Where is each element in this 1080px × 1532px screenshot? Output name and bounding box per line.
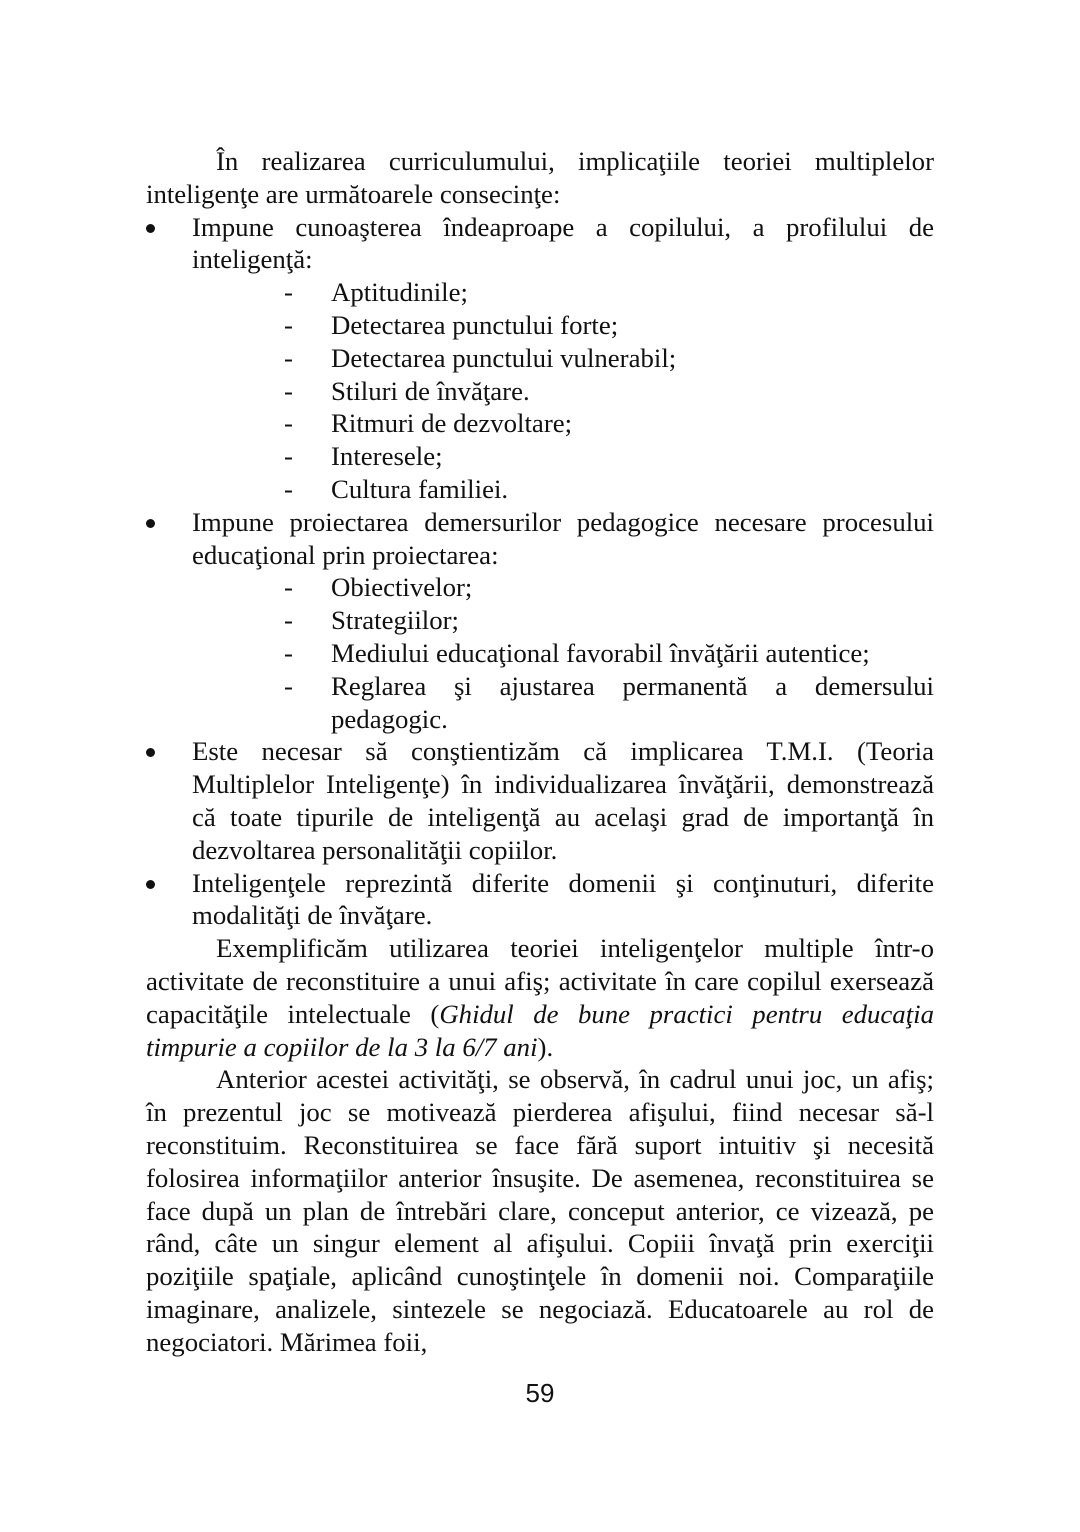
sub-list-item: - Detectarea punctului vulnerabil; (284, 342, 677, 373)
dash-icon: - (284, 637, 293, 668)
dash-icon: - (284, 572, 293, 603)
bullet-icon (146, 224, 155, 233)
bullet-icon (146, 519, 155, 528)
dash-icon: - (284, 408, 293, 439)
sub-list (192, 276, 934, 506)
dash-icon: - (284, 605, 293, 636)
sub-list-item: - Ritmuri de dezvoltare; (284, 408, 573, 439)
page-number: 59 (525, 1378, 555, 1408)
example-paragraph: Exemplificăm utilizarea teoriei inteligenţelor multiple într-o activitate de reconstituire a unui afiş; activitate în care copilul exersează capacităţile intelectuale (Ghidul de bune practici pentru educaţia timpurie a copiilor de la 3 la 6/7 ani). (146, 933, 934, 1062)
activity-paragraph: Anterior acestei activităţi, se observă, în cadrul unui joc, un afiş; în prezentul joc se motivează pierderea afişului, fiind necesar să-l reconstituim. Reconstituirea se face fără suport intuitiv şi necesită folosirea informaţiilor anterior însuşite. De asemenea, reconstituirea se face după un plan de întrebări clare, conceput anterior, ce vizează, pe rând, câte un singur element al afişului. Copiii învaţă prin exerciţii poziţiile spaţiale, aplicând cunoştinţele în domenii noi. Comparaţiile imaginare, analizele, sintezele se negociază. Educatoarele au rol de negociatori. Mărimea foii, (146, 1064, 934, 1357)
sub-list-item: - Aptitudinile; (284, 277, 468, 308)
bullet-item (146, 506, 934, 736)
sub-list-item: - Stiluri de învăţare. (284, 375, 530, 406)
dash-icon: - (284, 342, 293, 373)
dash-icon: - (284, 277, 293, 308)
guide-title: Ghidul de bune practici pentru educaţia timpurie a copiilor de la 3 la 6/7 ani (146, 998, 934, 1062)
intro-paragraph: În realizarea curriculumului, implicaţiile teoriei multiplelor inteligenţe are următoarele consecinţe: (146, 146, 934, 209)
bullet-item (146, 867, 934, 933)
page-body (146, 145, 934, 1358)
dash-icon: - (284, 309, 293, 340)
sub-list-item: - Mediului educaţional favorabil învăţării autentice; (284, 637, 870, 668)
dash-icon: - (284, 473, 293, 504)
bullet-item (146, 735, 934, 866)
bullet-text: Impune proiectarea demersurilor pedagogice necesare procesului educaţional prin proiectarea: (192, 506, 934, 570)
bullet-text: Este necesar să conştientizăm că implicarea T.M.I. (Teoria Multiplelor Inteligenţe) în individualizarea învăţării, demonstrează că toate tipurile de inteligenţă au acelaşi grad de importanţă în dezvoltarea personalităţii copiilor. (192, 736, 934, 865)
dash-icon: - (284, 670, 293, 701)
bullet-text: Inteligenţele reprezintă diferite domenii şi conţinuturi, diferite modalităţi de învăţare. (192, 867, 934, 931)
sub-list-item: - Interesele; (284, 441, 443, 472)
sub-list-item: - Strategiilor; (284, 605, 460, 636)
sub-list-item: - Obiectivelor; (284, 572, 473, 603)
sub-list-item: - Reglarea şi ajustarea permanentă a demersului pedagogic. (284, 670, 934, 734)
bullet-text: Impune cunoaşterea îndeaproape a copilului, a profilului de inteligenţă: (192, 211, 934, 275)
bullet-item (146, 211, 934, 506)
sub-list-item: - Detectarea punctului forte; (284, 309, 619, 340)
bullet-icon (146, 748, 155, 757)
bullet-icon (146, 880, 155, 889)
dash-icon: - (284, 441, 293, 472)
sub-list-item: - Cultura familiei. (284, 473, 509, 504)
dash-icon: - (284, 375, 293, 406)
sub-list (192, 571, 934, 735)
